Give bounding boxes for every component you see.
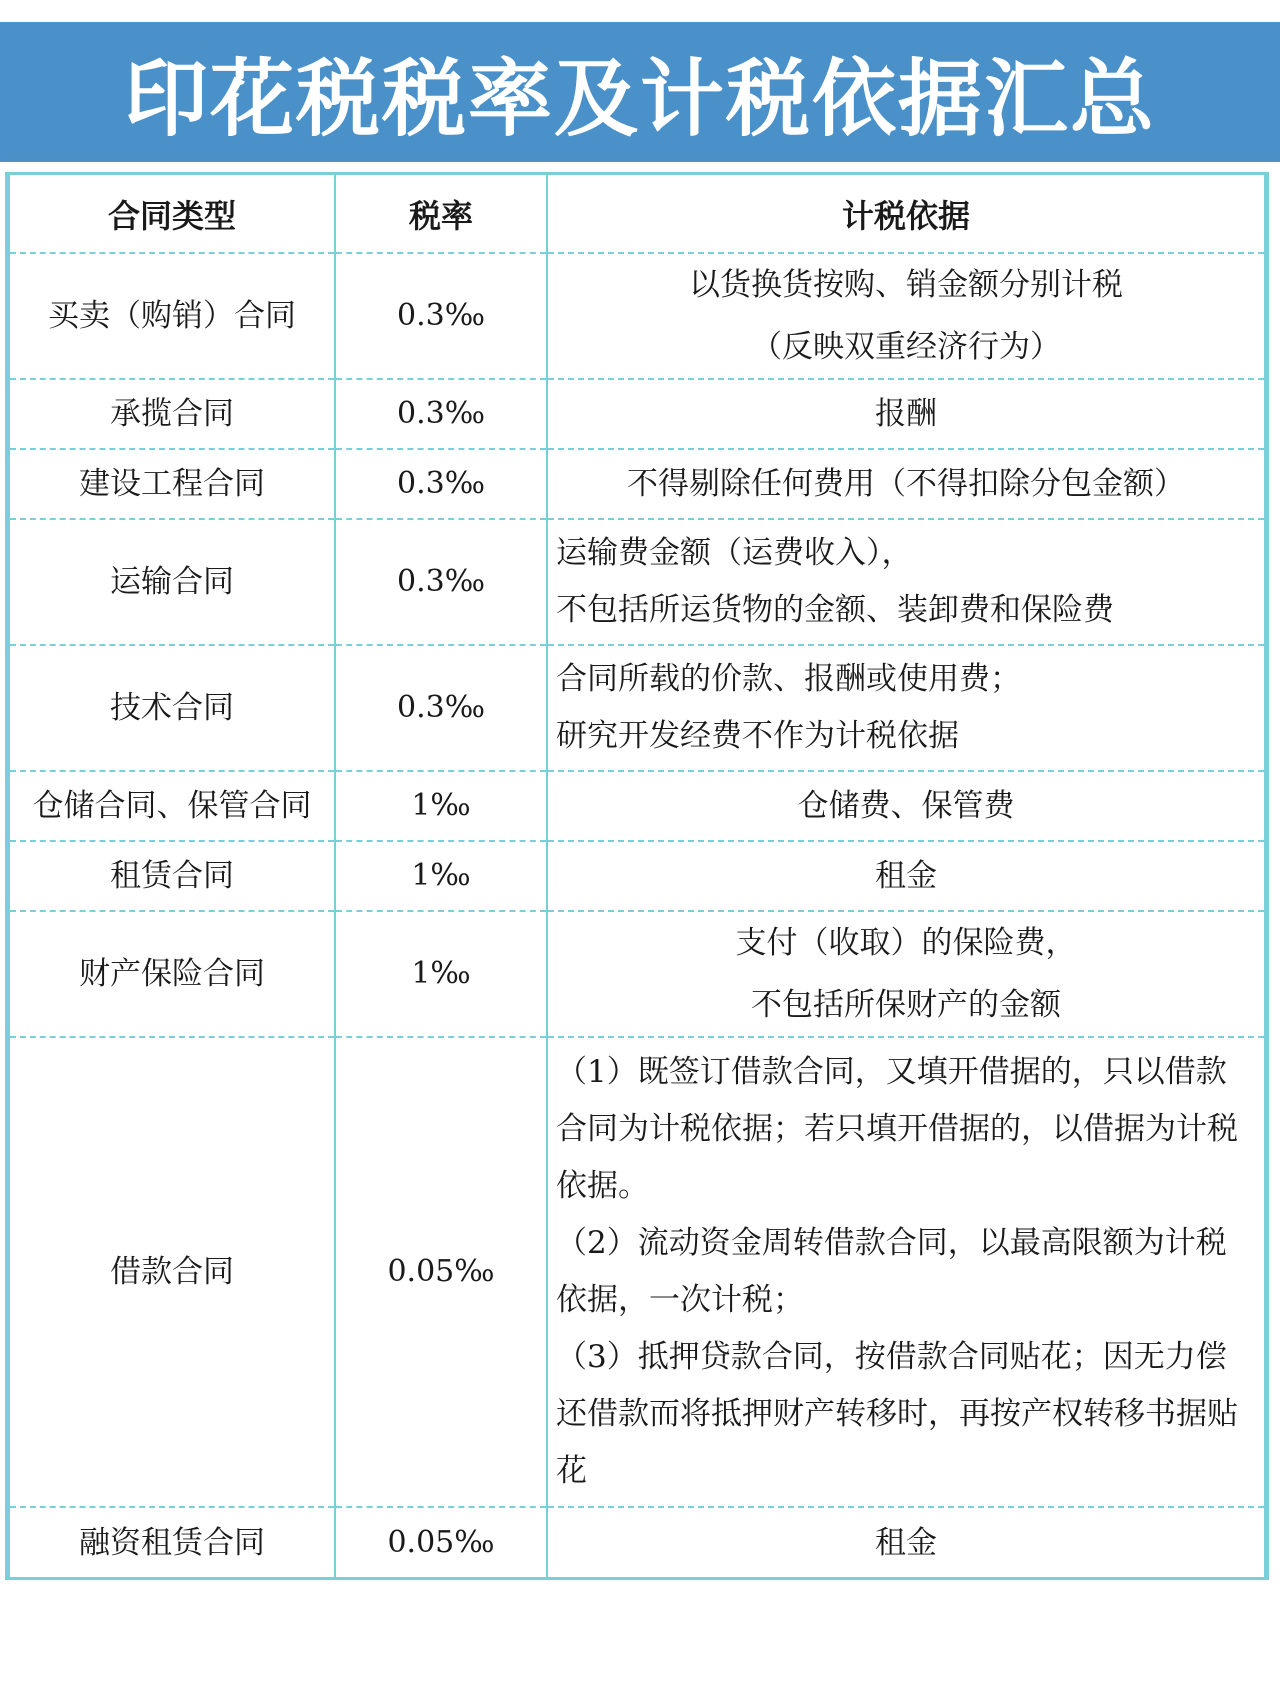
cell-tax-rate: 0.3‰ [335, 253, 547, 379]
table-row [9, 519, 1265, 645]
cell-contract-type: 租赁合同 [9, 841, 335, 911]
cell-contract-type: 仓储合同、保管合同 [9, 771, 335, 841]
table-row [9, 253, 1265, 379]
page-title: 印花税税率及计税依据汇总 [123, 49, 1156, 148]
cell-tax-basis [547, 1037, 1265, 1507]
cell-tax-rate: 0.3‰ [335, 645, 547, 771]
table-row [9, 645, 1265, 771]
table-row [9, 379, 1265, 449]
cell-contract-type: 承揽合同 [9, 379, 335, 449]
cell-tax-basis [547, 771, 1265, 841]
cell-tax-rate: 0.3‰ [335, 449, 547, 519]
tax-basis-text: 支付（收取）的保险费， [735, 925, 1077, 961]
tax-basis-text: 租金 [875, 1524, 937, 1561]
cell-tax-basis [547, 1507, 1265, 1577]
table-row [9, 1507, 1265, 1577]
table-row [9, 771, 1265, 841]
cell-contract-type: 买卖（购销）合同 [9, 253, 335, 379]
column-header-rate: 税率 [335, 175, 547, 253]
cell-tax-basis [547, 379, 1265, 449]
tax-basis-text: 不得剔除任何费用（不得扣除分包金额） [627, 466, 1185, 502]
tax-basis-text: （1）既签订借款合同，又填开借据的，只以借款合同为计税依据；若只填开借据的，以借据为计税依据。 [556, 1054, 1238, 1204]
cell-tax-basis [547, 449, 1265, 519]
tax-basis-text: 合同所载的价款、报酬或使用费； [556, 661, 1021, 697]
header-banner [0, 22, 1280, 162]
cell-tax-rate: 0.05‰ [335, 1037, 547, 1507]
tax-rate-table [5, 172, 1269, 1580]
cell-contract-type: 技术合同 [9, 645, 335, 771]
table-row [9, 449, 1265, 519]
tax-basis-text: 租金 [875, 858, 937, 894]
cell-contract-type: 运输合同 [9, 519, 335, 645]
cell-tax-rate: 0.3‰ [335, 519, 547, 645]
cell-contract-type: 借款合同 [9, 1037, 335, 1507]
cell-contract-type: 财产保险合同 [9, 911, 335, 1037]
tax-basis-text: 不包括所保财产的金额 [751, 987, 1061, 1023]
table-header-row [9, 175, 1265, 253]
cell-tax-rate: 1‰ [335, 771, 547, 841]
tax-basis-text: 不包括所运货物的金额、装卸费和保险费 [556, 592, 1114, 628]
column-header-basis: 计税依据 [547, 175, 1265, 253]
table-row [9, 841, 1265, 911]
table-row [9, 911, 1265, 1037]
table-row [9, 1037, 1265, 1507]
cell-tax-basis [547, 253, 1265, 379]
cell-tax-rate: 1‰ [335, 841, 547, 911]
cell-tax-basis [547, 911, 1265, 1037]
cell-tax-basis [547, 841, 1265, 911]
tax-basis-text: 研究开发经费不作为计税依据 [556, 718, 959, 754]
cell-tax-basis [547, 519, 1265, 645]
column-header-contract-type: 合同类型 [9, 175, 335, 253]
tax-basis-text: （2）流动资金周转借款合同，以最高限额为计税依据，一次计税； [556, 1225, 1227, 1318]
cell-contract-type: 建设工程合同 [9, 449, 335, 519]
cell-tax-rate: 0.05‰ [335, 1507, 547, 1577]
tax-basis-text: 报酬 [875, 396, 937, 432]
tax-basis-text: 运输费金额（运费收入）， [556, 535, 913, 571]
cell-contract-type: 融资租赁合同 [9, 1507, 335, 1577]
cell-tax-rate: 0.3‰ [335, 379, 547, 449]
tax-basis-text: （反映双重经济行为） [751, 329, 1061, 365]
tax-basis-text: 仓储费、保管费 [797, 788, 1015, 824]
cell-tax-basis [547, 645, 1265, 771]
tax-basis-text: （3）抵押贷款合同，按借款合同贴花；因无力偿还借款而将抵押财产转移时，再按产权转移书据贴花 [556, 1339, 1238, 1489]
cell-tax-rate: 1‰ [335, 911, 547, 1037]
tax-basis-text: 以货换货按购、销金额分别计税 [689, 267, 1123, 303]
